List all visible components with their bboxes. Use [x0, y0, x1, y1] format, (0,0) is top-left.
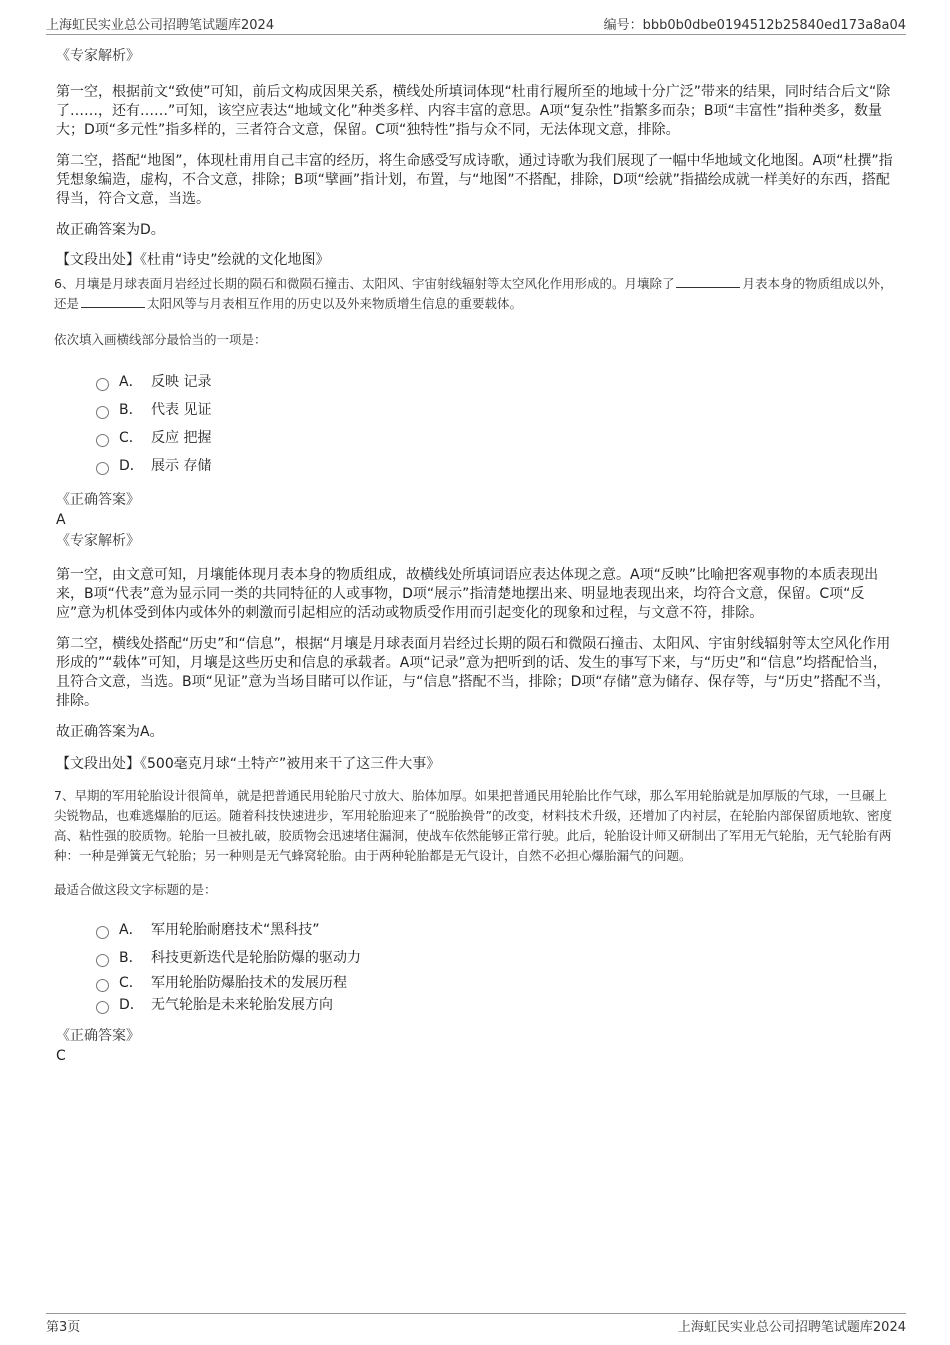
q5-analysis	[56, 46, 896, 270]
option-letter: D．	[119, 997, 144, 1013]
question-text: 7、早期的军用轮胎设计很简单，就是把普通民用轮胎尺寸放大、胎体加厚。如果把普通民用轮胎比作气球，那么军用轮胎就是加厚版的气球，一旦碾上尖锐物品，也难逃爆胎的厄运。随着科技快速进步，军用轮胎迎来了“脱胎换骨”的改变，材料技术升级，还增加了内衬层，在轮胎内部保留质地软、密度高、粘性强的胶质物。轮胎一旦被扎破，胶质物会迅速堵住漏洞，使战车依然能够正常行驶。此后，轮胎设计师又研制出了军用无气轮胎，无气轮胎有两种：一种是弹簧无气轮胎；另一种则是无气蜂窝轮胎。由于两种轮胎都是无气设计，自然不必担心爆胎漏气的问题。	[54, 788, 892, 863]
analysis-paragraph: 第一空，由文意可知，月壤能体现月表本身的物质组成，故横线处所填词语应表达体现之意。A项“反映”比喻把客观事物的本质表现出来，B项“代表”意为显示同一类的共同特征的人或事物，D项“展示”指清楚地摆出来、明显地表现出来，均符合文意，保留。C项“反应”意为机体受到体内或体外的刺激而引起相应的活动或物质受作用而引起变化的现象和过程，与文意不符，排除。	[56, 567, 879, 621]
radio-icon[interactable]	[96, 434, 109, 447]
option-b[interactable]	[96, 944, 896, 972]
text-source: 【文段出处】《杜甫“诗史”绘就的文化地图》	[56, 252, 330, 268]
header-title: 上海虹民实业总公司招聘笔试题库2024	[46, 18, 275, 33]
correct-answer: C	[56, 1048, 66, 1064]
option-letter: D．	[119, 458, 144, 474]
radio-icon[interactable]	[96, 926, 109, 939]
analysis-paragraph: 第二空，横线处搭配“历史”和“信息”，根据“月壤是月球表面月岩经过长期的陨石和微陨石撞击、太阳风、宇宙射线辐射等太空风化作用形成的”“载体”可知，月壤是这些历史和信息的承载者。A项“记录”意为把听到的话、发生的事写下来，与“历史”和“信息”均搭配恰当，且符合文意，当选。B项“见证”意为当场目睹可以作证，与“信息”搭配不当，排除；D项“存储”意为储存、保存等，与“历史”搭配不当，排除。	[56, 636, 891, 709]
fill-blank	[81, 295, 145, 308]
page-content	[56, 40, 896, 1065]
question-prompt: 最适合做这段文字标题的是：	[54, 882, 217, 897]
option-text: 科技更新迭代是轮胎防爆的驱动力	[151, 950, 361, 966]
option-a[interactable]	[96, 916, 896, 944]
page-number: 第3页	[46, 1320, 81, 1335]
option-letter: C．	[119, 430, 143, 446]
page-header	[46, 14, 906, 35]
option-letter: B．	[119, 950, 143, 966]
radio-icon[interactable]	[96, 979, 109, 992]
option-c[interactable]	[96, 424, 896, 452]
question-text-part: 月表本身的物质组成以外，还是	[54, 276, 893, 311]
analysis-paragraph: 第二空，搭配“地图”，体现杜甫用自己丰富的经历，将生命感受写成诗歌，通过诗歌为我们展现了一幅中华地域文化地图。A项“杜撰”指凭想象编造，虚构，不合文意，排除；B项“擘画”指计划，布置，与“地图”不搭配，排除，D项“绘就”指描绘成就一样美好的东西，搭配得当，符合文意，当选。	[56, 153, 893, 207]
option-letter: A．	[119, 374, 143, 390]
option-text: 展示 存储	[151, 458, 212, 474]
correct-answer-label: 《正确答案》	[56, 1028, 140, 1044]
options-list	[96, 916, 896, 1016]
analysis-paragraph: 第一空，根据前文“致使”可知，前后文构成因果关系，横线处所填词体现“杜甫行履所至的地域十分广泛”带来的结果，同时结合后文“除了……，还有……”可知，该空应表达“地域文化”种类多样、内容丰富的意思。A项“复杂性”指繁多而杂；B项“丰富性”指种类多，数量大；D项“多元性”指多样的，三者符合文意，保留。C项“独特性”指与众不同，无法体现文意，排除。	[56, 84, 891, 138]
question-text-part: 6、月壤是月球表面月岩经过长期的陨石和微陨石撞击、太阳风、宇宙射线辐射等太空风化作用形成的。月壤除了	[54, 276, 675, 291]
radio-icon[interactable]	[96, 406, 109, 419]
radio-icon[interactable]	[96, 378, 109, 391]
analysis-conclusion: 故正确答案为D。	[56, 222, 165, 238]
correct-answer-label: 《正确答案》	[56, 492, 140, 508]
question-6	[56, 274, 896, 774]
analysis-conclusion: 故正确答案为A。	[56, 724, 164, 740]
question-7	[56, 786, 896, 1065]
options-list	[96, 368, 896, 480]
radio-icon[interactable]	[96, 954, 109, 967]
option-letter: C．	[119, 975, 143, 991]
option-text: 代表 见证	[151, 402, 212, 418]
question-text-part: 太阳风等与月表相互作用的历史以及外来物质增生信息的重要载体。	[147, 296, 523, 311]
option-d[interactable]	[96, 452, 896, 480]
option-text: 反映 记录	[151, 374, 212, 390]
expert-analysis-label: 《专家解析》	[56, 533, 140, 549]
fill-blank	[676, 275, 740, 288]
option-a[interactable]	[96, 368, 896, 396]
radio-icon[interactable]	[96, 462, 109, 475]
page-footer	[46, 1313, 906, 1334]
question-text	[54, 274, 896, 314]
option-letter: A．	[119, 922, 143, 938]
correct-answer: A	[56, 512, 66, 528]
radio-icon[interactable]	[96, 1001, 109, 1014]
option-text: 军用轮胎耐磨技术“黑科技”	[151, 922, 320, 938]
option-b[interactable]	[96, 396, 896, 424]
question-prompt: 依次填入画横线部分最恰当的一项是：	[54, 332, 267, 347]
option-letter: B．	[119, 402, 143, 418]
footer-title: 上海虹民实业总公司招聘笔试题库2024	[677, 1320, 906, 1335]
text-source: 【文段出处】《500毫克月球“土特产”被用来干了这三件大事》	[56, 756, 441, 772]
option-c[interactable]	[96, 972, 896, 994]
option-text: 反应 把握	[151, 430, 212, 446]
header-serial: 编号：bbb0b0dbe0194512b25840ed173a8a04	[603, 18, 906, 33]
option-text: 军用轮胎防爆胎技术的发展历程	[151, 975, 347, 991]
expert-analysis-label: 《专家解析》	[56, 48, 140, 64]
option-text: 无气轮胎是未来轮胎发展方向	[151, 997, 333, 1013]
option-d[interactable]	[96, 994, 896, 1016]
